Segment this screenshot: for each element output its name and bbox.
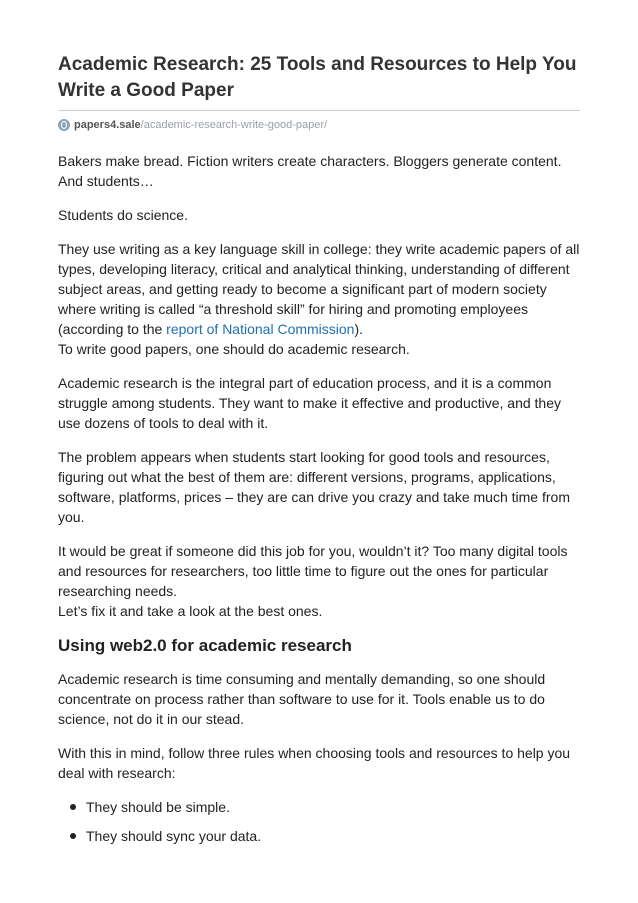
- list-item: [58, 826, 580, 846]
- report-link[interactable]: report of National Commission: [166, 321, 355, 337]
- list-item-text: They should be simple.: [86, 799, 230, 815]
- paragraph-text: It would be great if someone did this job for you, wouldn’t it? Too many digital tools and resources for researchers, too little time to figure out the ones for particular researching needs.: [58, 543, 568, 599]
- paragraph-writing-skill: [58, 239, 580, 359]
- source-line[interactable]: [58, 117, 580, 133]
- paragraph-intro: Bakers make bread. Fiction writers create characters. Bloggers generate content. And students…: [58, 153, 562, 189]
- bullet-icon: [70, 804, 76, 810]
- paragraph-three-rules: With this in mind, follow three rules when choosing tools and resources to help you deal with research:: [58, 745, 571, 781]
- paragraph-text: Let’s fix it and take a look at the best ones.: [58, 603, 323, 619]
- globe-icon: [58, 119, 70, 131]
- rules-list: [58, 797, 580, 846]
- paragraph-text: ).: [354, 321, 364, 337]
- paragraph-integral-part: Academic research is the integral part of education process, and it is a common struggle among students. They want to make it effective and productive, and they use dozens of tools to deal with it.: [58, 375, 562, 431]
- paragraph-students: Students do science.: [58, 207, 188, 223]
- article: [58, 52, 580, 855]
- article-body: [58, 151, 580, 846]
- paragraph-time-consuming: Academic research is time consuming and mentally demanding, so one should concentrate on process rather than software to use for it. Tools enable us to do science, not do it in our stead.: [58, 671, 546, 727]
- list-item-text: They should sync your data.: [86, 828, 262, 844]
- title-divider: [58, 110, 580, 111]
- page-title: Academic Research: 25 Tools and Resources to Help You Write a Good Paper: [58, 54, 577, 101]
- paragraph-problem: The problem appears when students start looking for good tools and resources, figuring out what the best of them are: different versions, programs, applications, software, platforms, prices – they are can drive you crazy and take much time from you.: [58, 449, 570, 525]
- source-domain[interactable]: papers4.sale: [74, 119, 141, 131]
- list-item: [58, 797, 580, 817]
- section-heading: Using web2.0 for academic research: [58, 636, 352, 655]
- bullet-icon: [70, 833, 76, 839]
- paragraph-text: They use writing as a key language skill in college: they write academic papers of all types, developing literacy, critical and analytical thinking, understanding of different subject areas, and getting ready to become a significant part of modern society where writing is called “a threshold skill” for hiring and promoting employees (according to the: [58, 241, 580, 337]
- paragraph-text: To write good papers, one should do academic research.: [58, 341, 410, 357]
- source-path[interactable]: /academic-research-write-good-paper/: [140, 119, 328, 131]
- paragraph-great: [58, 541, 580, 621]
